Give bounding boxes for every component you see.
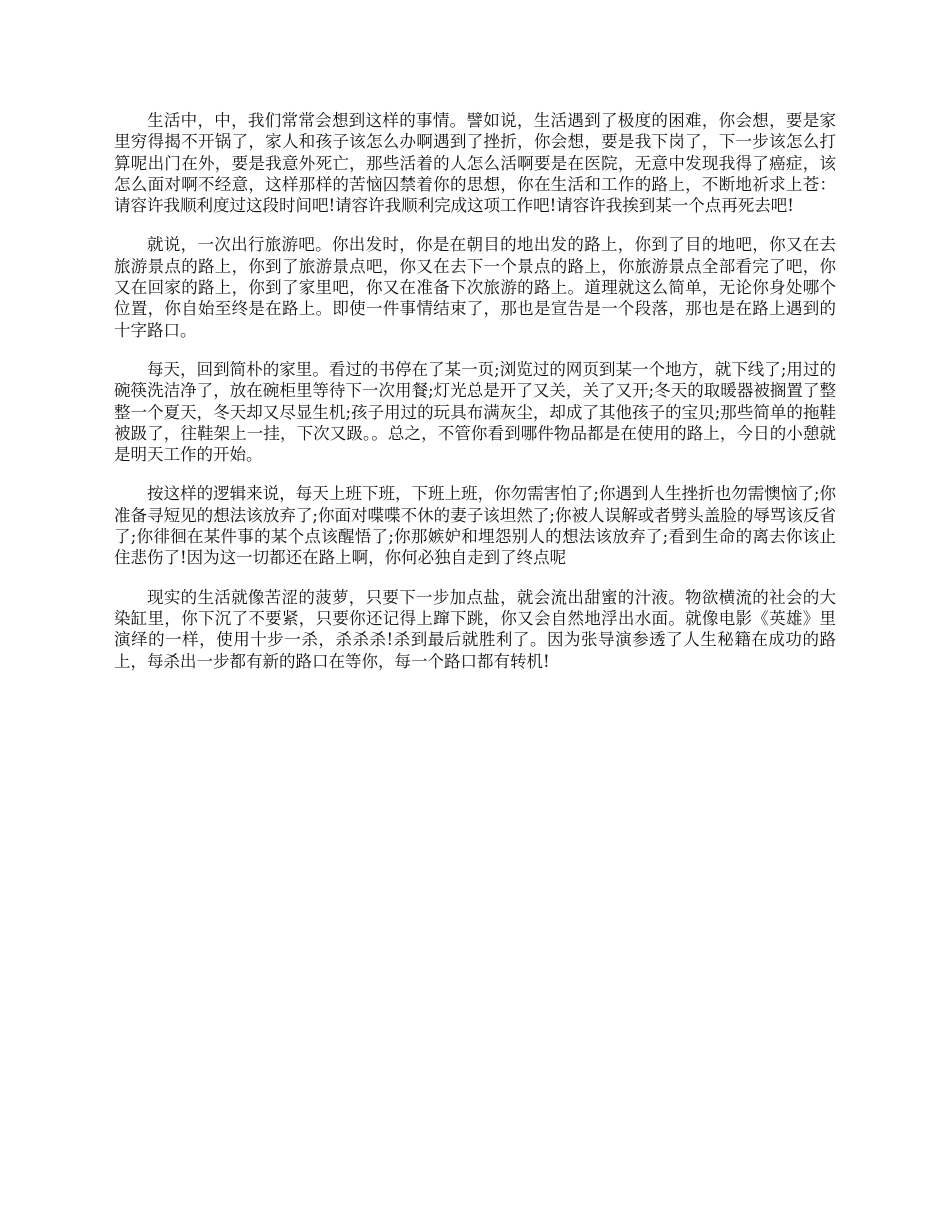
paragraph-5: 现实的生活就像苦涩的菠萝，只要下一步加点盐，就会流出甜蜜的汁液。物欲横流的社会的大染缸里，你下沉了不要紧，只要你还记得上蹿下跳，你又会自然地浮出水面。就像电影《英雄》里演绎的一样，使用十步一杀，杀杀杀!杀到最后就胜利了。因为张导演参透了人生秘籍在成功的路上，每杀出一步都有新的路口在等你，每一个路口都有转机!: [114, 587, 836, 671]
document-body: [114, 110, 836, 690]
paragraph-2: 就说，一次出行旅游吧。你出发时，你是在朝目的地出发的路上，你到了目的地吧，你又在去旅游景点的路上，你到了旅游景点吧，你又在去下一个景点的路上，你旅游景点全部看完了吧，你又在回家的路上，你到了家里吧，你又在准备下次旅游的路上。道理就这么简单，无论你身处哪个位置，你自始至终是在路上。即使一件事情结束了，那也是宣告是一个段落，那也是在路上遇到的十字路口。: [114, 235, 836, 340]
paragraph-4: 按这样的逻辑来说，每天上班下班，下班上班，你勿需害怕了;你遇到人生挫折也勿需懊恼了;你准备寻短见的想法该放弃了;你面对喋喋不休的妻子该坦然了;你被人误解或者劈头盖脸的辱骂该反省了;你徘徊在某件事的某个点该醒悟了;你那嫉妒和埋怨别人的想法该放弃了;看到生命的离去你该止住悲伤了!因为这一切都还在路上啊，你何必独自走到了终点呢: [114, 484, 836, 568]
paragraph-1: 生活中，中，我们常常会想到这样的事情。譬如说，生活遇到了极度的困难，你会想，要是家里穷得揭不开锅了，家人和孩子该怎么办啊遇到了挫折，你会想，要是我下岗了，下一步该怎么打算呢出门在外，要是我意外死亡，那些活着的人怎么活啊要是在医院，无意中发现我得了癌症，该怎么面对啊不经意，这样那样的苦恼囚禁着你的思想，你在生活和工作的路上，不断地祈求上苍：请容许我顺利度过这段时间吧!请容许我顺利完成这项工作吧!请容许我挨到某一个点再死去吧!: [114, 111, 836, 216]
paragraph-3: 每天，回到简朴的家里。看过的书停在了某一页;浏览过的网页到某一个地方，就下线了;用过的碗筷洗洁净了，放在碗柜里等待下一次用餐;灯光总是开了又关，关了又开;冬天的取暖器被搁置了整整一个夏天，冬天却又尽显生机;孩子用过的玩具布满灰尘，却成了其他孩子的宝贝;那些简单的拖鞋被趿了，往鞋架上一挂，下次又趿。。总之，不管你看到哪件物品都是在使用的路上，今日的小憩就是明天工作的开始。: [114, 359, 836, 465]
